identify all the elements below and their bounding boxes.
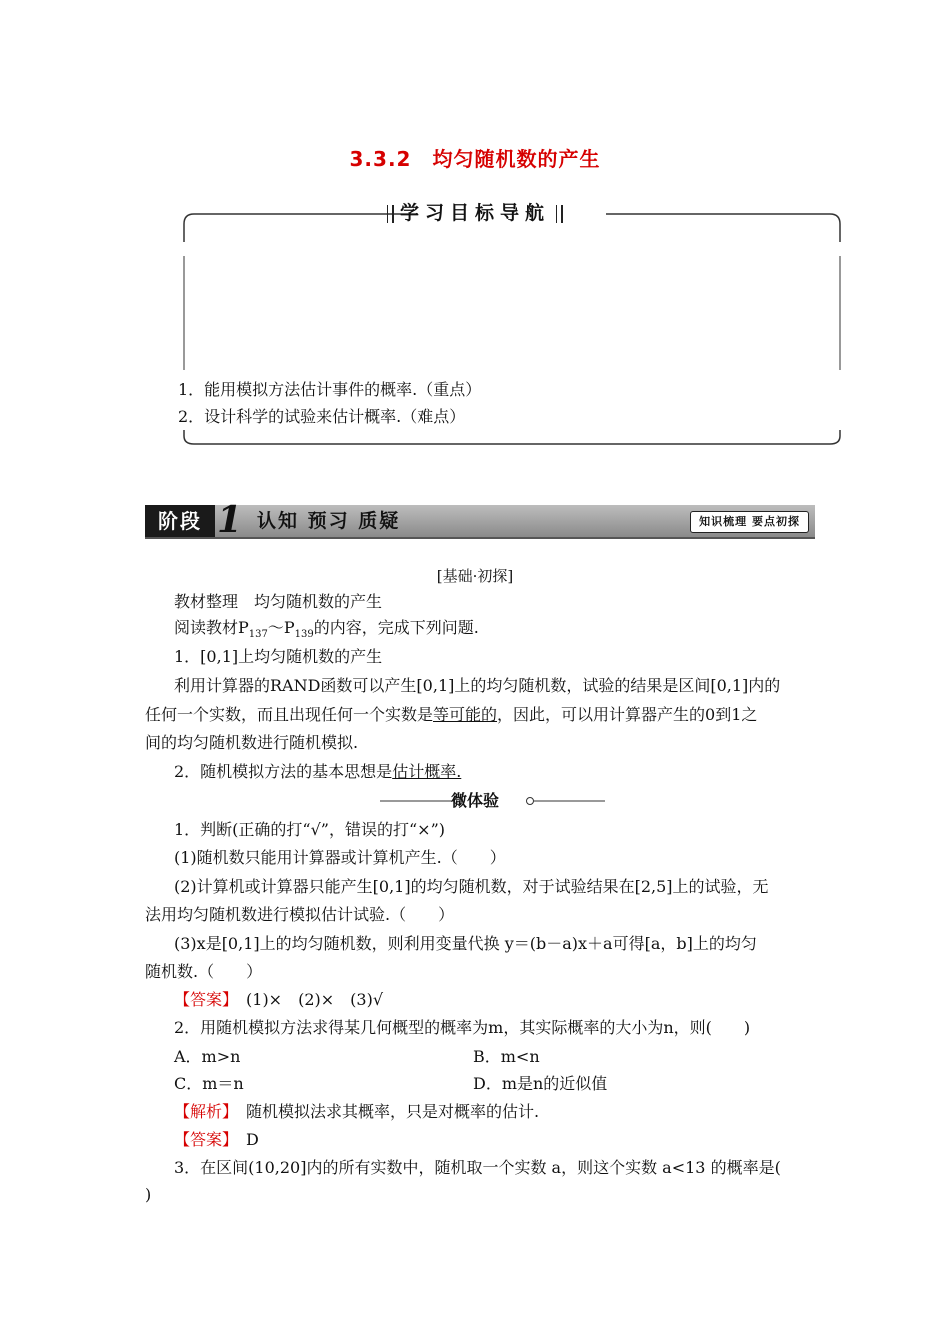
stage-label: 阶段 <box>145 505 215 537</box>
stage-number: 1 <box>217 499 243 541</box>
section-tag: [基础·初探] <box>436 567 514 585</box>
goal-heading-left-bar <box>387 205 394 223</box>
read-text-b: ～P <box>267 618 295 637</box>
q3-line-2: ) <box>145 1185 152 1204</box>
textbook-heading: 教材整理 均匀随机数的产生 <box>174 592 383 611</box>
p1-title: 1．[0,1]上均匀随机数的产生 <box>174 647 383 666</box>
p1-line-2 <box>145 702 757 728</box>
q1: 1．判断(正确的打“√”，错误的打“×”) <box>174 820 445 839</box>
goal-item-1: 1．能用模拟方法估计事件的概率.（重点） <box>178 380 482 399</box>
p2-text: 2．随机模拟方法的基本思想是 <box>174 762 393 781</box>
q1-answer <box>174 987 383 1013</box>
q1-1: (1)随机数只能用计算器或计算机产生.（ ） <box>174 848 506 867</box>
q1-3b: 随机数.（ ） <box>145 962 263 981</box>
p2-line <box>174 759 461 785</box>
q2-answer <box>174 1127 259 1153</box>
stage-banner <box>145 499 815 541</box>
q2-analysis <box>174 1099 539 1125</box>
answer-label: 【答案】 <box>174 1130 231 1149</box>
read-text-c: 的内容，完成下列问题. <box>313 618 479 637</box>
goal-heading-text: 学习目标导航 <box>399 202 550 224</box>
answer-label: 【答案】 <box>174 990 231 1009</box>
q1-2a: (2)计算机或计算器只能产生[0,1]的均匀随机数，对于试验结果在[2,5]上的试验，无 <box>174 877 769 896</box>
p1-line-3: 间的均匀随机数进行随机模拟. <box>145 733 359 752</box>
read-text-a: 阅读教材P <box>174 618 249 637</box>
p1-line-2a: 任何一个实数，而且出现任何一个实数是 <box>145 705 434 724</box>
q2-option-d: D．m是n的近似值 <box>473 1074 608 1093</box>
q1-answer-text: (1)× (2)× (3)√ <box>230 990 384 1009</box>
p1-underline: 等可能的 <box>433 705 498 724</box>
analysis-label: 【解析】 <box>174 1102 231 1121</box>
q2-option-b: B．m<n <box>473 1047 540 1066</box>
q3-line-1: 3．在区间(10,20]内的所有实数中，随机取一个实数 a，则这个实数 a<13 的概率是( <box>174 1158 781 1177</box>
mini-heading: 微体验 <box>450 791 499 810</box>
goal-item-2: 2．设计科学的试验来估计概率.（难点） <box>178 407 466 426</box>
q2-option-c: C．m＝n <box>174 1074 244 1093</box>
q1-2b: 法用均匀随机数进行模拟估计试验.（ ） <box>145 905 455 924</box>
q2: 2．用随机模拟方法求得某几何概型的概率为m，其实际概率的大小为n，则( ) <box>174 1018 751 1037</box>
p2-underline: 估计概率. <box>392 762 462 781</box>
stage-tag: 知识梳理 要点初探 <box>690 511 809 533</box>
q2-option-a: A．m>n <box>174 1047 241 1066</box>
read-sub-2: 139 <box>294 629 314 641</box>
page-title: 3.3.2 均匀随机数的产生 <box>349 147 601 171</box>
goal-heading-right-bar <box>556 205 563 223</box>
q2-answer-text: D <box>230 1130 259 1149</box>
q1-3a: (3)x是[0,1]上的均匀随机数，则利用变量代换 y＝(b－a)x＋a可得[a，b]上的均匀 <box>174 934 757 953</box>
stage-title: 认知 预习 质疑 <box>257 510 401 532</box>
q2-analysis-text: 随机模拟法求其概率，只是对概率的估计. <box>230 1102 540 1121</box>
p1-line-1: 利用计算器的RAND函数可以产生[0,1]上的均匀随机数，试验的结果是区间[0,1]内的 <box>174 676 781 695</box>
read-sub-1: 137 <box>248 629 268 641</box>
goal-heading <box>0 198 950 225</box>
p1-line-2b: ，因此，可以用计算器产生的0到1之 <box>497 705 758 724</box>
